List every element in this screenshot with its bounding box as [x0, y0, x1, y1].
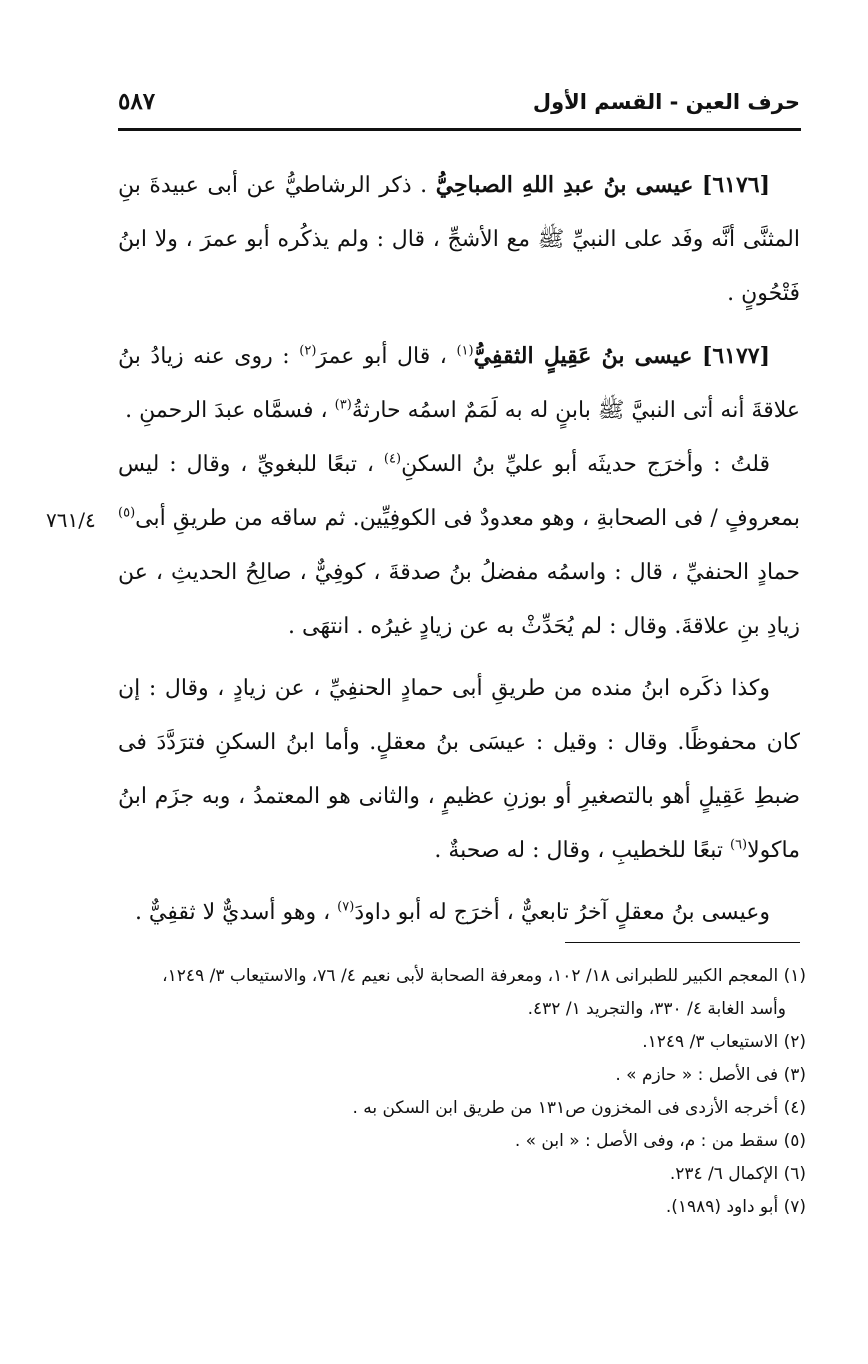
paragraph-text: حمادٍ الحنفيِّ ، قال : واسمُه مفضلُ بنُ صدقةَ ، كوفِيٌّ ، صالِحُ الحديثِ ، عن زيادِ بنِ علاقةَ. وقال : لم يُحَدِّثْ به عن زيادٍ غيرُه . انتهَى . — [118, 560, 800, 639]
footnote-3: (٣) فى الأصل : « حازم » . — [615, 1065, 806, 1085]
entry-text: ، فسمَّاه عبدَ الرحمنِ . — [125, 398, 328, 423]
footnote-4: (٤) أخرجه الأزدى فى المخزون ص١٣١ من طريق ابن السكن به . — [352, 1098, 806, 1118]
footnote-ref-5: (٥) — [118, 505, 136, 521]
paragraph-text: وكذا ذكَره ابنُ منده من طريقِ أبى حمادٍ الحنفِيِّ ، عن زيادٍ ، وقال : إن كان محفوظًا. وقال : وقيل : عيسَى بنُ معقلٍ. وأما ابنُ السكنِ فترَدَّدَ فى ضبطِ عَقِيلٍ أهو بالتصغيرِ أو بوزنِ عظيمٍ ، والثانى هو المعتمدُ ، وبه جزَم ابنُ ماكولا — [118, 676, 800, 863]
margin-reference: ٧٦١/٤ — [46, 508, 96, 532]
commentary-paragraph — [118, 438, 800, 654]
page-number: ٥٨٧ — [118, 88, 156, 115]
footnotes — [118, 960, 808, 1224]
footnote-6: (٦) الإكمال ٦/ ٢٣٤. — [669, 1164, 806, 1184]
entry-name: عيسى بنُ عبدِ اللهِ الصباحِيُّ — [435, 172, 694, 198]
paragraph-text: وعيسى بنُ معقلٍ آخرُ تابعيٌّ ، أخرَج له أبو داودَ — [354, 900, 770, 925]
footnote-5: (٥) سقط من : م، وفى الأصل : « ابن » . — [514, 1131, 806, 1151]
footnote-ref-3: (٣) — [334, 397, 352, 413]
footnote-ref-1: (١) — [456, 343, 474, 359]
footnote-rule — [565, 942, 800, 943]
footnote-ref-6: (٦) — [729, 837, 748, 853]
paragraph-text: ، وهو أسديٌّ لا ثقفِيٌّ . — [134, 900, 331, 925]
entry-number: [٦١٧٦] — [701, 172, 770, 198]
commentary-paragraph — [118, 662, 800, 878]
entry-number: [٦١٧٧] — [701, 343, 771, 369]
footnote-ref-7: (٧) — [337, 899, 355, 915]
running-title: حرف العين - القسم الأول — [532, 90, 800, 114]
entry-name: عيسى بنُ عَقِيلٍ الثقفِيُّ — [473, 343, 693, 369]
footnote-1-continued: وأسد الغابة ٤/ ٣٣٠، والتجريد ١/ ٤٣٢. — [527, 999, 786, 1019]
footnote-ref-4: (٤) — [383, 451, 402, 467]
paragraph-text: تبعًا للخطيبِ ، وقال : له صحبةٌ . — [434, 838, 723, 863]
paragraph-text: قلتُ : وأخرَج حديثَه أبو عليِّ بنُ السكنِ — [401, 452, 770, 477]
footnote-7: (٧) أبو داود (١٩٨٩). — [665, 1197, 806, 1217]
entry-text: . ذكر الرشاطيُّ عن أبى عبيدةَ بنِ المثنَّى أنَّه وفَد على النبيِّ ﷺ مع الأشجِّ ، قال : ولم يذكُره أبو عمرَ ، ولا ابنُ فَتْحُونٍ . — [118, 173, 800, 306]
paragraph-text: ، تبعًا للبغويِّ ، وقال : ليس بمعروفٍ / فى الصحابةِ ، وهو معدودٌ فى الكوفِيِّين. ثم ساقه من طريقِ أبى — [118, 452, 800, 531]
entry-6177 — [118, 329, 800, 438]
entry-6176 — [118, 158, 800, 321]
main-text — [118, 158, 800, 940]
footnote-1: (١) المعجم الكبير للطبرانى ١٨/ ١٠٢، ومعرفة الصحابة لأبى نعيم ٤/ ٧٦، والاستيعاب ٣/ ١٢٤٩، — [162, 966, 806, 986]
entry-text: ، قال أبو عمرَ — [316, 344, 447, 369]
header-rule — [118, 128, 801, 131]
footnote-2: (٢) الاستيعاب ٣/ ١٢٤٩. — [642, 1032, 806, 1052]
page-header — [118, 84, 800, 126]
footnote-ref-2: (٢) — [299, 343, 317, 359]
commentary-paragraph — [118, 886, 800, 940]
entry-text: : روى عنه زيادُ بنُ علاقةَ أنه أتى النبيَّ ﷺ بابنٍ له به لَمَمٌ اسمُه حارثةُ — [118, 344, 800, 423]
